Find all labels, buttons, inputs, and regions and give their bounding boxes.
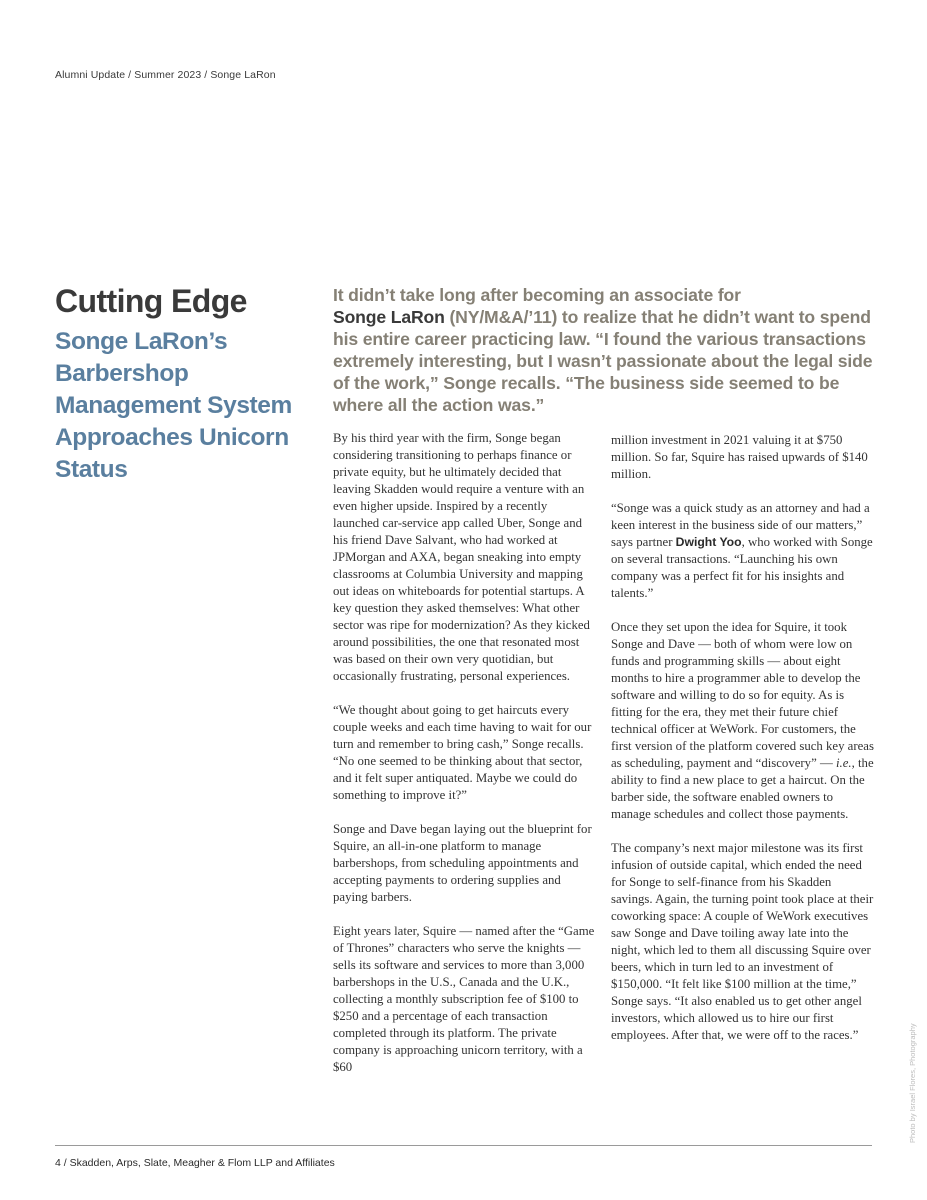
paragraph: The company’s next major milestone was its first infusion of outside capital, which ended the need for Songe to self-finance from his Skadden savings. Again, the turning point took place at their coworking space: A couple of WeWork executives saw Songe and Dave toiling away late into the night, which led to them all discussing Squire over beers, which in turn led to an investment of $150,000. “It felt like $100 million at the time,” Songe says. “It also enabled us to get other angel investors, which allowed us to hire our first employees. After that, we were off to the races.” (611, 841, 874, 1042)
paragraph-text: “Songe was a quick study as an attorney and had a keen interest in the business side of our matters,” says partner (611, 501, 870, 549)
paragraph-text: , who worked with Songe on several transactions. “Launching his own company was a perfect fit for his insights and talents.” (611, 535, 873, 600)
page-subtitle: Songe LaRon’s Barbershop Management System Approaches Unicorn Status (55, 328, 292, 483)
paragraph-text: Once they set upon the idea for Squire, it took Songe and Dave — both of whom were low on funds and programming skills — about eight months to hire a programmer able to develop the software and willing to do so for equity. As is fitting for the era, they met their future chief technical officer at WeWork. For customers, the first version of the platform covered such key areas as scheduling, payment and “discovery” — (611, 620, 874, 770)
lead-text-part2: (NY/M&A/’11) to realize that he didn’t want to spend his entire career practicing law. “I found the various transactions extremely interesting, but I wasn’t passionate about the legal side of the work,” Songe recalls. “The business side seemed to be where all the action was.” (333, 307, 873, 415)
paragraph: By his third year with the firm, Songe began considering transitioning to perhaps finance or private equity, but he ultimately decided that leaving Skadden would require a venture with an even higher upside. Inspired by a recently launched car-service app called Uber, Songe and his friend Dave Salvant, who had worked at JPMorgan and AXA, began sneaking into empty classrooms at Columbia University and mapping out ideas on whiteboards for potential startups. A key question they asked themselves: What other sector was ripe for modernization? As they kicked around possibilities, the one that resonated most was based on their own very quotidian, but occasionally frustrating, personal experiences. (333, 431, 590, 683)
body-column-left (333, 430, 595, 1093)
page-footer: 4 / Skadden, Arps, Slate, Meagher & Flom LLP and Affiliates (55, 1157, 335, 1169)
paragraph: Songe and Dave began laying out the blueprint for Squire, an all-in-one platform to manage barbershops, from scheduling appointments and accepting payments to ordering supplies and paying barbers. (333, 822, 592, 904)
paragraph (611, 619, 876, 823)
page-title: Cutting Edge (55, 283, 247, 319)
paragraph (611, 500, 876, 602)
paragraph: Eight years later, Squire — named after the “Game of Thrones” characters who serve the knights — sells its software and services to more than 3,000 barbershops in the U.S., Canada and the U.K., collecting a monthly subscription fee of $100 to $250 and a percentage of each transaction completed through its platform. The private company is approaching unicorn territory, with a $60 (333, 924, 595, 1074)
breadcrumb: Alumni Update / Summer 2023 / Songe LaRon (55, 69, 276, 81)
paragraph: million investment in 2021 valuing it at $750 million. So far, Squire has raised upwards of $140 million. (611, 433, 868, 481)
partner-name: Dwight Yoo (675, 535, 742, 549)
emphasis-text: i.e. (835, 756, 852, 770)
footer-divider (55, 1145, 872, 1146)
lead-name: Songe LaRon (333, 307, 445, 327)
lead-text-part1: It didn’t take long after becoming an associate for (333, 285, 741, 305)
paragraph: “We thought about going to get haircuts every couple weeks and each time having to wait for our turn and remember to bring cash,” Songe recalls. “No one seemed to be thinking about that sector, and it felt super antiquated. Maybe we could do something to improve it?” (333, 703, 592, 802)
paragraph-text: , the ability to find a new place to get a haircut. On the barber side, the software enabled owners to manage schedules and collect those payments. (611, 756, 874, 821)
lead-paragraph (333, 284, 878, 416)
photo-credit: Photo by Israel Flores, Photography (908, 1023, 917, 1143)
body-column-right (611, 432, 876, 1061)
